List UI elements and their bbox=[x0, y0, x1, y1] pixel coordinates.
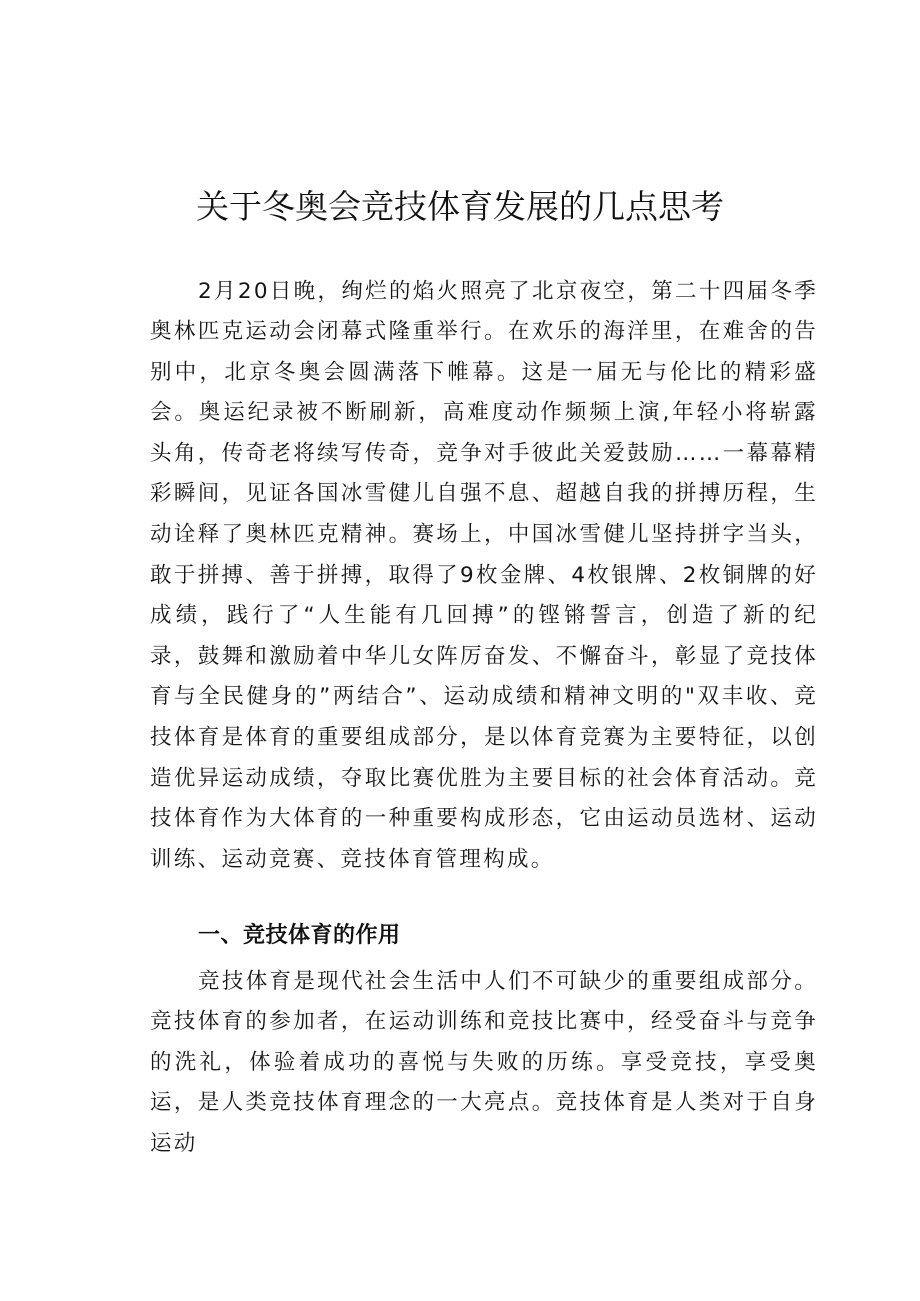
document-title: 关于冬奥会竞技体育发展的几点思考 bbox=[196, 187, 724, 227]
section-paragraph: 竞技体育是现代社会生活中人们不可缺少的重要组成部分。竞技体育的参加者，在运动训练和竞技比赛中，经受奋斗与竞争的洗礼，体验着成功的喜悦与失败的历练。享受竞技，享受奥运，是人类竞技体育理念的一大亮点。竞技体育是人类对于自身运动 bbox=[150, 968, 818, 1156]
intro-paragraph: 2月20日晚，绚烂的焰火照亮了北京夜空，第二十四届冬季奥林匹克运动会闭幕式隆重举行。在欢乐的海洋里，在难舍的告别中，北京冬奥会圆满落下帷幕。这是一届无与伦比的精彩盛会。奥运纪录被不断刷新，高难度动作频频上演,年轻小将崭露头角，传奇老将续写传奇，竞争对手彼此关爱鼓励……一幕幕精彩瞬间，见证各国冰雪健儿自强不息、超越自我的拼搏历程，生动诠释了奥林匹克精神。赛场上，中国冰雪健儿坚持拼字当头，敢于拼搏、善于拼搏，取得了9枚金牌、4枚银牌、2枚铜牌的好成绩，践行了“人生能有几回搏”的铿锵誓言，创造了新的纪录，鼓舞和激励着中华儿女阵厉奋发、不懈奋斗，彰显了竞技体育与全民健身的”两结合”、运动成绩和精神文明的"双丰收、竞技体育是体育的重要组成部分，是以体育竞赛为主要特征，以创造优异运动成绩，夺取比赛优胜为主要目标的社会体育活动。竞技体育作为大体育的一种重要构成形态，它由运动员选材、运动训练、运动竞赛、竞技体育管理构成。 bbox=[150, 278, 818, 872]
section-heading: 一、竞技体育的作用 bbox=[198, 923, 401, 949]
